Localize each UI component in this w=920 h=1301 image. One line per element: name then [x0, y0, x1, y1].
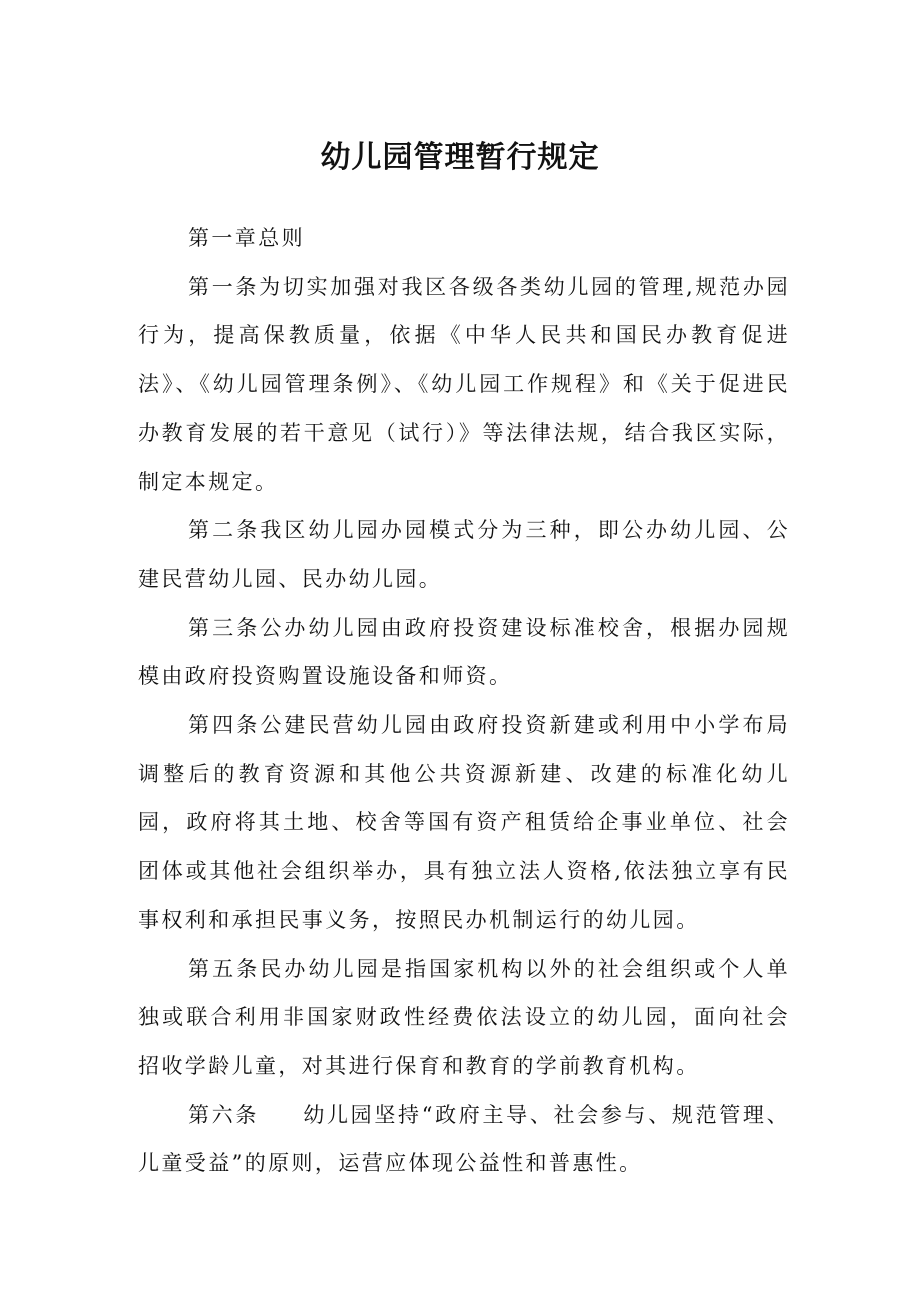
- article-5: 第五条民办幼儿园是指国家机构以外的社会组织或个人单独或联合利用非国家财政性经费依法设立的幼儿园，面向社会招收学龄儿童，对其进行保育和教育的学前教育机构。: [138, 956, 790, 1078]
- article-6-label: 第六条: [188, 1102, 260, 1127]
- chapter-heading: 第一章总则: [188, 226, 305, 250]
- article-6-text: 幼儿园坚持“政府主导、社会参与、规范管理、儿童受益”的原则，运营应体现公益性和普惠性。: [138, 1102, 791, 1176]
- document-body: [138, 214, 790, 1188]
- article-2: 第二条我区幼儿园办园模式分为三种，即公办幼儿园、公建民营幼儿园、民办幼儿园。: [138, 518, 790, 591]
- article-1: 第一条为切实加强对我区各级各类幼儿园的管理,规范办园行为，提高保教质量，依据《中华人民共和国民办教育促进法》、《幼儿园管理条例》、《幼儿园工作规程》和《关于促进民办教育发展的若干意见（试行）》等法律法规，结合我区实际，制定本规定。: [138, 274, 790, 494]
- article-4: 第四条公建民营幼儿园由政府投资新建或利用中小学布局调整后的教育资源和其他公共资源新建、改建的标准化幼儿园，政府将其土地、校舍等国有资产租赁给企事业单位、社会团体或其他社会组织举办，具有独立法人资格,依法独立享有民事权利和承担民事义务，按照民办机制运行的幼儿园。: [138, 713, 790, 932]
- document-title: 幼儿园管理暂行规定: [320, 140, 600, 175]
- article-6: [138, 1091, 790, 1188]
- article-3: 第三条公办幼儿园由政府投资建设标准校舍，根据办园规模由政府投资购置设施设备和师资。: [138, 615, 790, 689]
